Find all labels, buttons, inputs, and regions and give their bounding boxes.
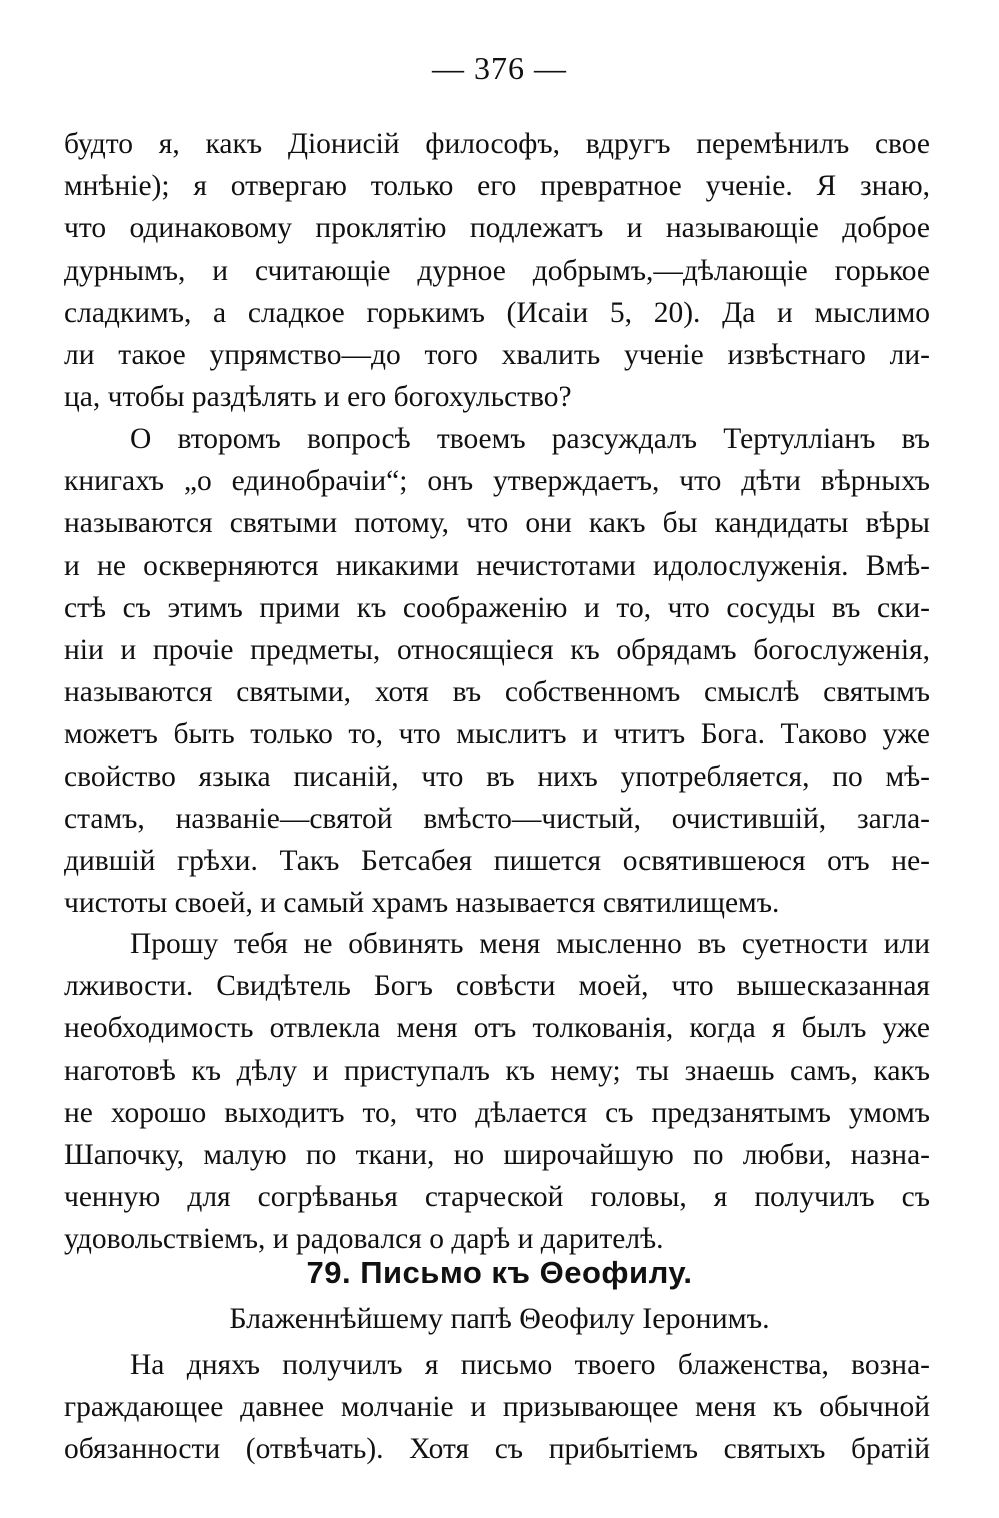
text-line: мнѣніе); я отвергаю только его превратное ученіе. Я знаю, [64, 170, 930, 203]
text-line: Шапочку, малую по ткани, но широчайшую по любви, назна- [64, 1138, 930, 1171]
text-line: О второмъ вопросѣ твоемъ разсуждалъ Тертулліанъ въ [130, 423, 930, 455]
text-line: сладкимъ, а сладкое горькимъ (Исаіи 5, 20). Да и мыслимо [64, 296, 930, 329]
text-line: обязанности (отвѣчать). Хотя съ прибытіемъ святыхъ братій [64, 1433, 930, 1466]
paragraph-2 [64, 418, 930, 924]
letter-salutation: Блаженнѣйшему папѣ Θеофилу Іеронимъ. [229, 1302, 770, 1335]
text-line: граждающее давнее молчаніе и призывающее меня къ обычной [64, 1391, 930, 1424]
section-heading: 79. Письмо къ Θеофилу. [306, 1255, 693, 1290]
text-line: необходимость отвлекла меня отъ толкованія, когда я былъ уже [64, 1012, 930, 1045]
paragraph-4 [64, 1344, 930, 1471]
text-line: чистоты своей, и самый храмъ называется святилищемъ. [64, 887, 780, 920]
paragraph-1 [64, 123, 930, 418]
text-line: Прошу тебя не обвинять меня мысленно въ суетности или [130, 928, 930, 960]
text-line: ченную для согрѣванья старческой головы, я получилъ съ [64, 1181, 930, 1214]
text-line: лживости. Свидѣтель Богъ совѣсти моей, что вышесказанная [64, 970, 930, 1003]
text-line: можетъ быть только то, что мыслитъ и чтитъ Бога. Таково уже [64, 718, 930, 751]
text-line: стѣ съ этимъ прими къ соображенію и то, что сосуды въ ски- [64, 591, 930, 624]
text-line: дившій грѣхи. Такъ Бетсабея пишется освятившеюся отъ не- [64, 844, 930, 877]
text-line: не хорошо выходитъ то, что дѣлается съ предзанятымъ умомъ [64, 1096, 930, 1129]
text-line: называются святыми потому, что они какъ бы кандидаты вѣры [64, 507, 930, 540]
text-line: что одинаковому проклятію подлежатъ и называющіе доброе [64, 212, 930, 245]
text-line: ли такое упрямство—до того хвалить ученіе извѣстнаго ли- [64, 338, 930, 371]
text-line: называются святыми, хотя въ собственномъ смыслѣ святымъ [64, 676, 930, 709]
text-line: свойство языка писаній, что въ нихъ употребляется, по мѣ- [64, 760, 930, 793]
text-line: книгахъ „о единобрачіи“; онъ утверждаетъ, что дѣти вѣрныхъ [64, 465, 930, 498]
text-line: На дняхъ получилъ я письмо твоего блаженства, возна- [130, 1349, 930, 1381]
paragraph-3 [64, 923, 930, 1261]
text-line: дурнымъ, и считающіе дурное добрымъ,—дѣлающіе горькое [64, 254, 930, 287]
text-line: удовольствіемъ, и радовался о дарѣ и дарителѣ. [64, 1223, 664, 1256]
text-line: будто я, какъ Діонисій философъ, вдругъ перемѣнилъ свое [64, 128, 930, 160]
text-line: стамъ, названіе—святой вмѣсто—чистый, очистившій, загла- [64, 802, 930, 835]
text-line: ца, чтобы раздѣлять и его богохульство? [64, 381, 572, 414]
page-number: — 376 — [432, 50, 567, 86]
text-line: и не оскверняются никакими нечистотами идолослуженія. Вмѣ- [64, 549, 930, 582]
text-line: ніи и прочіе предметы, относящіеся къ обрядамъ богослуженія, [64, 633, 930, 666]
text-line: наготовѣ къ дѣлу и приступалъ къ нему; ты знаешь самъ, какъ [64, 1054, 930, 1087]
